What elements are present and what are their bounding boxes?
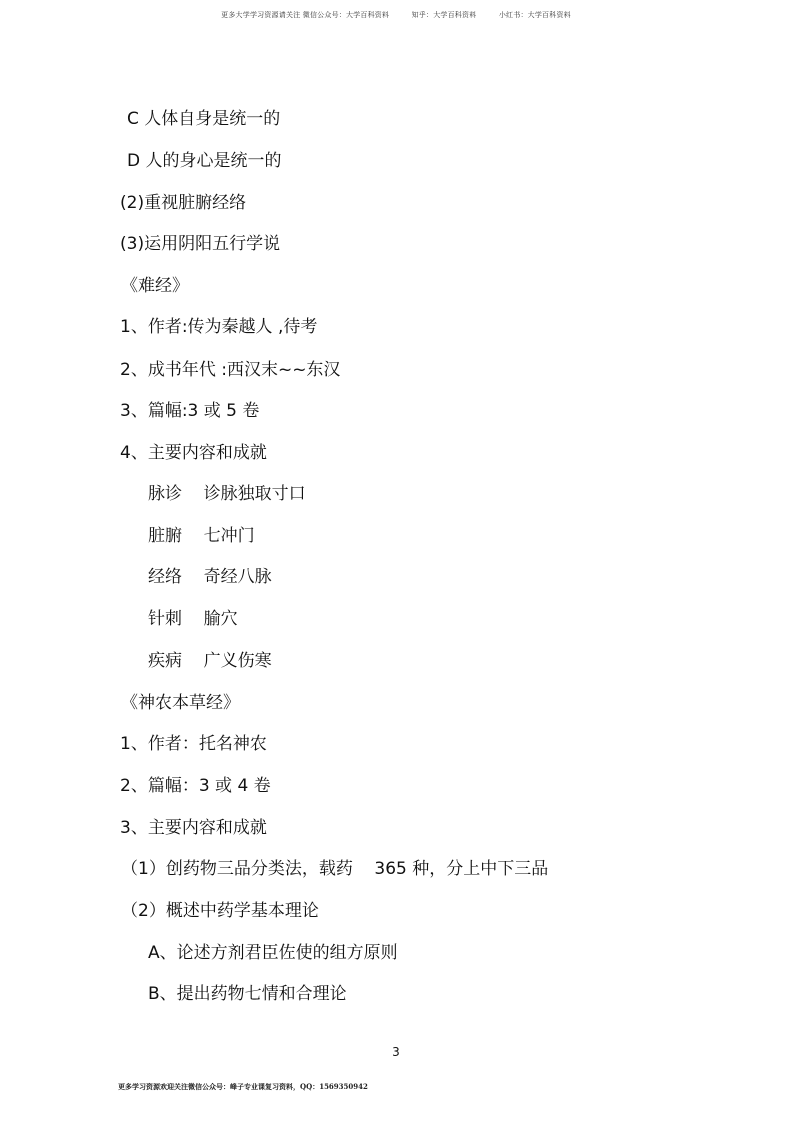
disease-line: 疾病 广义伤寒 — [148, 651, 272, 671]
nanjing-title: 《难经》 — [121, 276, 189, 296]
zangfu-line: 脏腑 七冲门 — [148, 526, 255, 546]
header-wechat-text: 更多大学学习资源请关注 微信公众号：大学百科资料 — [221, 11, 390, 19]
nanjing-contents-heading: 4、主要内容和成就 — [120, 443, 267, 463]
point-3-line: (3)运用阴阳五行学说 — [120, 234, 281, 254]
classification-line: （1）创药物三品分类法，载药 365 种，分上中下三品 — [121, 859, 549, 879]
page-footer: 更多学习资源欢迎关注微信公众号：峰子专业课复习资料，QQ：1569350942 — [118, 1082, 368, 1091]
shennong-contents-heading: 3、主要内容和成就 — [120, 818, 267, 838]
seven-emotions-line: B、提出药物七情和合理论 — [148, 984, 347, 1004]
shennong-title: 《神农本草经》 — [121, 693, 240, 713]
shennong-volumes-line: 2、篇幅：3 或 4 卷 — [120, 776, 271, 796]
page-number: 3 — [392, 1045, 400, 1059]
theory-overview-line: （2）概述中药学基本理论 — [121, 901, 319, 921]
page-header — [0, 10, 792, 20]
point-2-line: (2)重视脏腑经络 — [120, 193, 247, 213]
header-zhihu-text: 知乎：大学百科资料 — [411, 11, 477, 19]
nanjing-date-line: 2、成书年代 :西汉末~~东汉 — [120, 360, 341, 380]
option-d-line: D 人的身心是统一的 — [127, 151, 282, 171]
acupuncture-line: 针刺 腧穴 — [148, 609, 238, 629]
nanjing-volumes-line: 3、篇幅:3 或 5 卷 — [120, 401, 260, 421]
option-c-line: C 人体自身是统一的 — [127, 109, 281, 129]
nanjing-author-line: 1、作者:传为秦越人 ,待考 — [120, 317, 318, 337]
header-xiaohongshu-text: 小红书：大学百科资料 — [498, 11, 571, 19]
shennong-author-line: 1、作者：托名神农 — [120, 734, 267, 754]
prescription-principle-line: A、论述方剂君臣佐使的组方原则 — [148, 943, 398, 963]
meridian-line: 经络 奇经八脉 — [148, 567, 272, 587]
pulse-diagnosis-line: 脉诊 诊脉独取寸口 — [148, 484, 306, 504]
